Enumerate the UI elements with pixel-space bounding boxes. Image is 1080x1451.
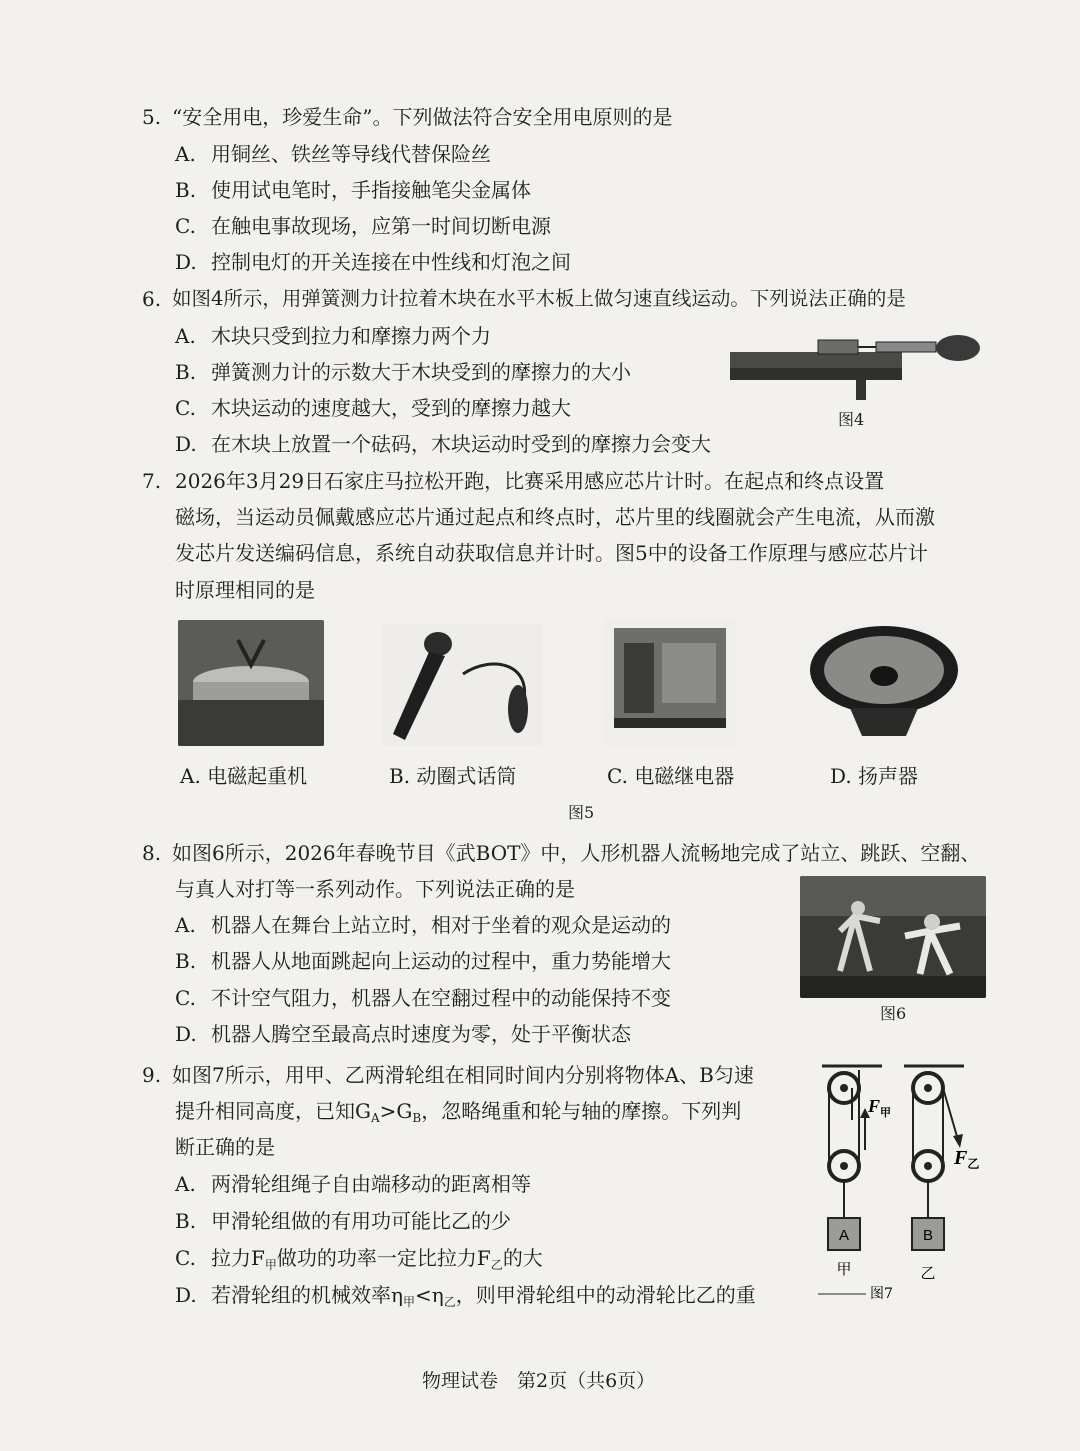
option-text: <η (415, 1283, 444, 1307)
option-letter: B. (175, 949, 197, 973)
option-letter: C. (175, 214, 196, 238)
q8-option-b (175, 948, 671, 974)
q6-number: 6. (142, 287, 162, 311)
option-letter: D. (175, 250, 197, 274)
option-letter: C. (175, 986, 196, 1010)
dynamic-microphone-photo (383, 624, 543, 746)
q6-option-c (175, 395, 571, 421)
option-text: 动圈式话筒 (416, 764, 517, 788)
speaker-illustration (806, 618, 962, 750)
option-letter: B. (175, 178, 197, 202)
option-text: ，则甲滑轮组中的动滑轮比乙的重 (455, 1283, 756, 1307)
subscript: 甲 (402, 1295, 415, 1309)
option-text: 做功的功率一定比拉力F (276, 1246, 491, 1270)
figure-7-caption: 图7 (870, 1286, 893, 1302)
pulley-axle (840, 1084, 848, 1092)
subscript: 甲 (264, 1258, 277, 1272)
q9-line-2 (175, 1098, 741, 1131)
option-text: 机器人腾空至最高点时速度为零，处于平衡状态 (211, 1022, 631, 1046)
q6-option-a (175, 323, 491, 349)
pulley-axle (840, 1162, 848, 1170)
q9-number: 9. (142, 1063, 162, 1087)
q9-option-b (175, 1208, 511, 1234)
option-text: 扬声器 (858, 764, 919, 788)
q5-option-a (175, 141, 491, 167)
robot-stage-illustration (800, 876, 986, 998)
option-letter: A. (175, 142, 196, 166)
wooden-board (730, 352, 902, 368)
pulley-axle (924, 1084, 932, 1092)
figure-7-pulley-diagram (808, 1060, 988, 1310)
option-letter: D. (175, 1022, 197, 1046)
option-text: 两滑轮组绳子自由端移动的距离相等 (211, 1172, 531, 1196)
wooden-block (818, 340, 858, 354)
arrow-head (953, 1134, 963, 1148)
fig5-label-d (830, 763, 918, 789)
q8-option-c (175, 985, 671, 1011)
q9-line-3: 断正确的是 (175, 1135, 275, 1159)
option-text: 控制电灯的开关连接在中性线和灯泡之间 (211, 250, 571, 274)
q9-line-1: 如图7所示，用甲、乙两滑轮组在相同时间内分别将物体A、B匀速 (172, 1063, 754, 1087)
q7-line-4: 时原理相同的是 (175, 578, 315, 602)
force-label-yi (953, 1147, 979, 1171)
q7-line-1: 2026年3月29日石家庄马拉松开跑，比赛采用感应芯片计时。在起点和终点设置 (175, 469, 885, 493)
block-b-label: B (922, 1227, 934, 1244)
option-letter: B. (389, 764, 411, 788)
option-text: 若滑轮组的机械效率η (211, 1283, 403, 1307)
electromagnetic-relay-photo (604, 618, 736, 746)
label-yi: 乙 (920, 1264, 936, 1282)
q8-option-a (175, 912, 671, 938)
microphone-illustration (383, 624, 543, 746)
option-letter: C. (175, 1246, 196, 1270)
q9-line2-part: >G (379, 1099, 413, 1123)
option-text: 木块只受到拉力和摩擦力两个力 (211, 324, 491, 348)
option-letter: C. (607, 764, 628, 788)
figure-4-spring-scale-illustration (726, 330, 988, 410)
q8-line-2: 与真人对打等一系列动作。下列说法正确的是 (175, 877, 575, 901)
q7-line-3: 发芯片发送编码信息，系统自动获取信息并计时。图5中的设备工作原理与感应芯片计 (175, 541, 928, 565)
force-symbol: F (868, 1096, 881, 1116)
option-letter: C. (175, 396, 196, 420)
option-letter: A. (175, 324, 196, 348)
subscript: 乙 (443, 1295, 456, 1309)
relay-illustration (604, 618, 736, 746)
option-letter: D. (175, 432, 197, 456)
subscript: 乙 (490, 1258, 503, 1272)
option-text: 机器人从地面跳起向上运动的过程中，重力势能增大 (211, 949, 671, 973)
q9-option-a (175, 1171, 531, 1197)
subscript: B (412, 1111, 422, 1125)
option-text: 不计空气阻力，机器人在空翻过程中的动能保持不变 (211, 986, 671, 1010)
option-text: 在木块上放置一个砝码，木块运动时受到的摩擦力会变大 (211, 432, 711, 456)
option-text: 的大 (502, 1246, 543, 1270)
option-letter: D. (175, 1283, 197, 1307)
board-leg (856, 380, 866, 400)
spring-scale (876, 342, 936, 352)
fig5-label-b (389, 763, 516, 789)
q5-option-b (175, 177, 531, 203)
q5-option-d (175, 249, 571, 275)
q6-option-d (175, 431, 711, 457)
electromagnetic-crane-photo (178, 620, 324, 746)
subscript: 甲 (880, 1107, 892, 1119)
option-text: 拉力F (211, 1246, 265, 1270)
q6-option-b (175, 359, 631, 385)
option-text: 在触电事故现场，应第一时间切断电源 (211, 214, 551, 238)
option-letter: B. (175, 360, 197, 384)
q5-stem: “安全用电，珍爱生命”。下列做法符合安全用电原则的是 (172, 105, 673, 129)
label-jia: 甲 (836, 1260, 852, 1278)
option-text: 弹簧测力计的示数大于木块受到的摩擦力的大小 (211, 360, 631, 384)
option-text: 机器人在舞台上站立时，相对于坐着的观众是运动的 (211, 913, 671, 937)
figure-5-caption: 图5 (568, 803, 595, 822)
board-edge (730, 368, 902, 380)
q9-line2-part: ，忽略绳重和轮与轴的摩擦。下列判 (421, 1099, 742, 1123)
robot-performance-photo (800, 876, 986, 998)
pulley-axle (924, 1162, 932, 1170)
option-text: 电磁继电器 (634, 764, 735, 788)
q6-stem: 如图4所示，用弹簧测力计拉着木块在水平木板上做匀速直线运动。下列说法正确的是 (172, 287, 906, 310)
force-arrow-yi (943, 1088, 958, 1140)
q7-line-2: 磁场，当运动员佩戴感应芯片通过起点和终点时，芯片里的线圈就会产生电流，从而激 (175, 505, 935, 529)
fig5-label-a (180, 763, 307, 789)
fig5-label-c (607, 763, 734, 789)
figure-6-caption: 图6 (880, 1004, 907, 1023)
q9-line2-part: 提升相同高度，已知G (175, 1099, 371, 1123)
q9-option-c (175, 1245, 543, 1278)
block-a-label: A (838, 1227, 850, 1244)
figure-4-caption: 图4 (838, 410, 865, 429)
q5-number: 5. (142, 105, 162, 129)
option-text: 电磁起重机 (207, 764, 308, 788)
page-footer: 物理试卷 第2页（共6页） (422, 1370, 656, 1392)
option-letter: A. (180, 764, 201, 788)
loudspeaker-photo (806, 618, 962, 750)
option-letter: A. (175, 913, 196, 937)
q8-line-1: 如图6所示，2026年春晚节目《武BOT》中，人形机器人流畅地完成了站立、跳跃、空翻、 (172, 841, 981, 865)
option-text: 使用试电笔时，手指接触笔尖金属体 (211, 178, 531, 202)
option-letter: A. (175, 1172, 196, 1196)
subscript: 乙 (967, 1157, 980, 1171)
option-text: 木块运动的速度越大，受到的摩擦力越大 (211, 396, 571, 420)
q8-option-d (175, 1021, 631, 1047)
crane-illustration (178, 620, 324, 746)
option-letter: B. (175, 1209, 197, 1233)
option-text: 用铜丝、铁丝等导线代替保险丝 (211, 142, 491, 166)
option-text: 甲滑轮组做的有用功可能比乙的少 (211, 1209, 511, 1233)
force-label-jia (867, 1096, 891, 1119)
q8-number: 8. (142, 841, 162, 865)
q7-number: 7. (142, 469, 162, 493)
q9-option-d (175, 1282, 756, 1315)
force-symbol: F (954, 1147, 968, 1169)
hand (936, 335, 980, 361)
q5-option-c (175, 213, 551, 239)
option-letter: D. (830, 764, 852, 788)
subscript: A (370, 1111, 380, 1125)
